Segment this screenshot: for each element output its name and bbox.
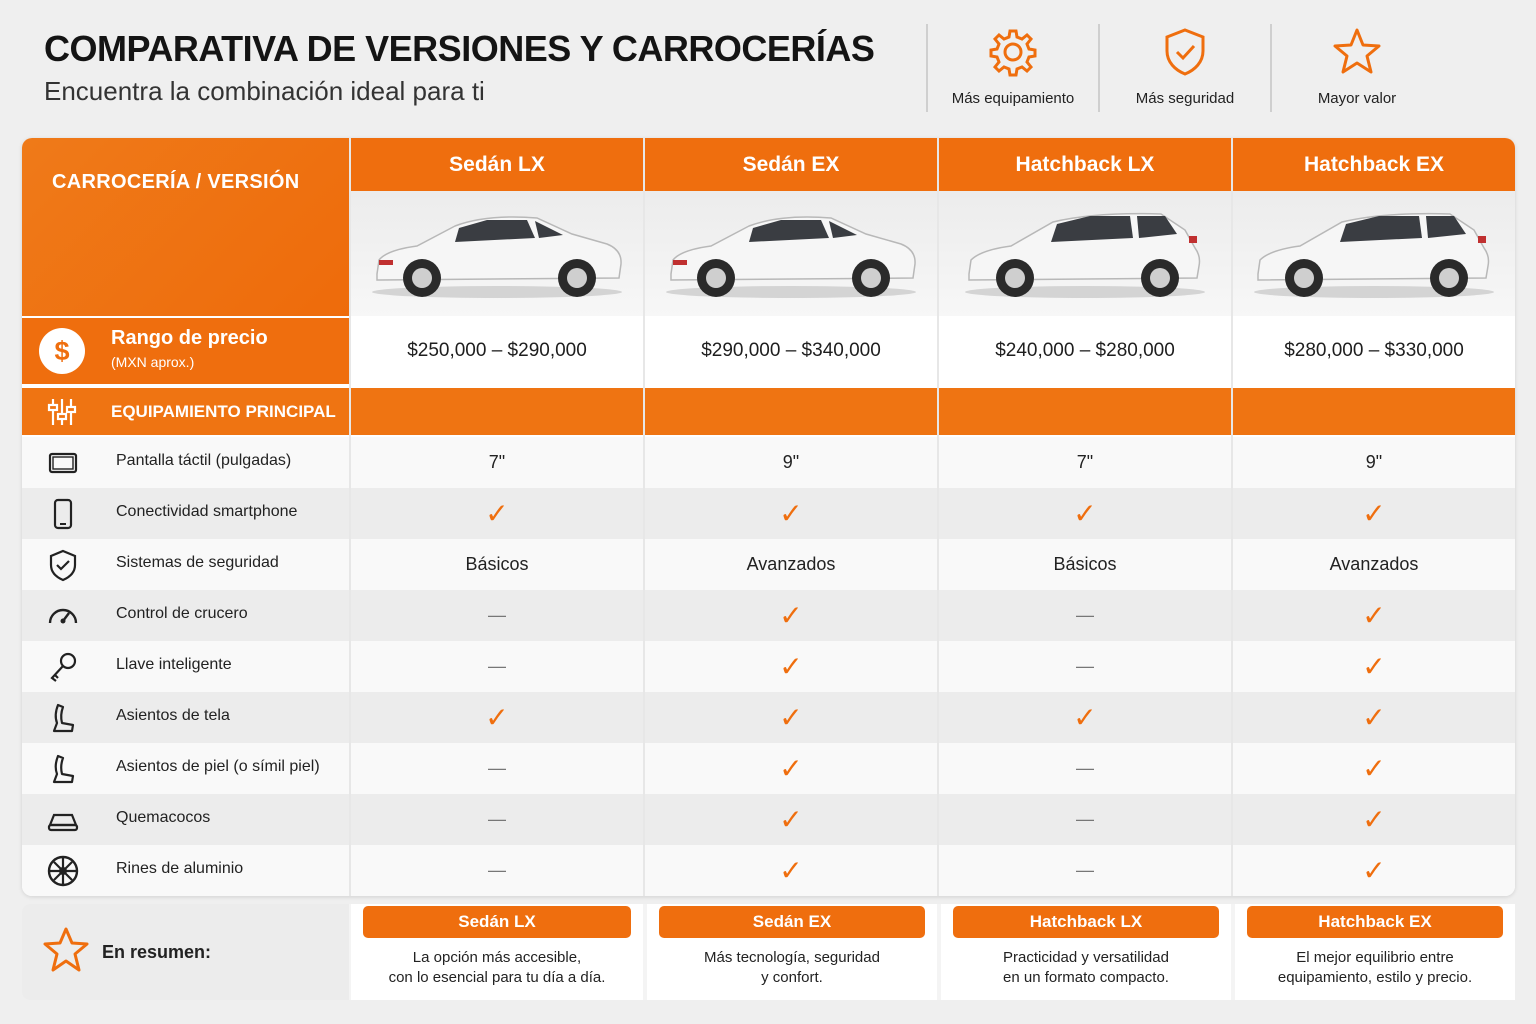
shield-check-icon: [1159, 26, 1211, 78]
summary-desc-line: en un formato compacto.: [1003, 969, 1169, 986]
feature-cell: [645, 539, 937, 590]
badge-value-label: Mayor valor: [1317, 90, 1397, 107]
feature-value: 9": [1365, 452, 1383, 472]
car-image-sedan: [351, 191, 643, 316]
feature-label-cell: [22, 641, 349, 692]
check-icon: ✓: [1362, 803, 1386, 835]
corner-label: CARROCERÍA / VERSIÓN: [52, 171, 300, 193]
feature-cell: [351, 794, 643, 845]
feature-cell: [939, 641, 1231, 692]
column-sedan-ex: [645, 138, 937, 316]
feature-cell: [939, 539, 1231, 590]
summary-label-cell: [22, 904, 349, 1000]
feature-row: [22, 590, 1515, 641]
summary-pill: Sedán LX: [363, 906, 631, 938]
gear-icon: [987, 26, 1039, 78]
feature-cell: [939, 845, 1231, 896]
column-sedan-lx: [351, 138, 643, 316]
column-divider: [643, 138, 645, 896]
price-cell: $240,000 – $280,000: [939, 318, 1231, 384]
speedometer-icon: [46, 599, 80, 633]
feature-value: Avanzados: [1329, 554, 1419, 574]
feature-value: 9": [782, 452, 800, 472]
summary-desc: [361, 948, 633, 988]
price-cell: $250,000 – $290,000: [351, 318, 643, 384]
car-image-sedan: [645, 191, 937, 316]
feature-label-cell: [22, 743, 349, 794]
check-icon: ✓: [1362, 497, 1386, 529]
column-header: Sedán EX: [645, 138, 937, 191]
feature-label: Pantalla táctil (pulgadas): [116, 452, 292, 469]
section-header: [22, 388, 1515, 435]
check-icon: ✓: [779, 701, 803, 733]
feature-cell: [939, 692, 1231, 743]
not-included-dash: —: [1076, 809, 1094, 829]
check-icon: ✓: [1073, 497, 1097, 529]
feature-cell: [645, 692, 937, 743]
price-cell: $280,000 – $330,000: [1233, 318, 1515, 384]
feature-cell: [1233, 692, 1515, 743]
not-included-dash: —: [488, 860, 506, 880]
seat-icon: [46, 752, 80, 786]
feature-cell: [1233, 539, 1515, 590]
hatchback-car-icon: [1244, 204, 1504, 304]
check-icon: ✓: [779, 752, 803, 784]
feature-cell: [351, 641, 643, 692]
feature-cell: [1233, 794, 1515, 845]
feature-value: Básicos: [465, 554, 529, 574]
summary-desc-line: con lo esencial para tu día a día.: [388, 969, 606, 986]
badge-value: [1270, 24, 1442, 112]
summary-label: En resumen:: [102, 942, 212, 962]
sunroof-icon: [46, 803, 80, 837]
feature-label: Conectividad smartphone: [116, 503, 298, 520]
car-image-hatchback: [939, 191, 1231, 316]
feature-label: Asientos de tela: [116, 707, 230, 724]
feature-row: [22, 794, 1515, 845]
summary-desc: [951, 948, 1221, 988]
hatchback-car-icon: [955, 204, 1215, 304]
feature-cell: [645, 845, 937, 896]
check-icon: ✓: [485, 701, 509, 733]
feature-label-cell: [22, 539, 349, 590]
summary-pill: Hatchback LX: [953, 906, 1219, 938]
feature-cell: [645, 488, 937, 539]
screen-icon: [46, 446, 80, 480]
sedan-car-icon: [661, 204, 921, 304]
summary-desc-line: La opción más accesible,: [412, 949, 582, 966]
feature-label: Sistemas de seguridad: [116, 554, 279, 571]
feature-cell: [1233, 743, 1515, 794]
summary-desc-line: Practicidad y versatilidad: [1003, 949, 1169, 966]
check-icon: ✓: [1362, 599, 1386, 631]
wheel-icon: [46, 854, 80, 888]
not-included-dash: —: [1076, 605, 1094, 625]
feature-value: 7": [1076, 452, 1094, 472]
summary-card: [941, 904, 1231, 1000]
feature-cell: [351, 845, 643, 896]
check-icon: ✓: [779, 599, 803, 631]
dollar-icon: $: [39, 328, 85, 374]
summary-desc-line: y confort.: [761, 969, 823, 986]
badge-equipment: [926, 24, 1098, 112]
column-header: Hatchback EX: [1233, 138, 1515, 191]
badge-safety-label: Más seguridad: [1135, 90, 1235, 107]
summary-pill: Sedán EX: [659, 906, 925, 938]
column-hatchback-ex: [1233, 138, 1515, 316]
check-icon: ✓: [779, 497, 803, 529]
column-divider: [349, 138, 351, 896]
check-icon: ✓: [1073, 701, 1097, 733]
check-icon: ✓: [779, 650, 803, 682]
shield-check-icon: [46, 548, 80, 582]
check-icon: ✓: [485, 497, 509, 529]
summary-desc: [657, 948, 927, 988]
summary-desc-line: Más tecnología, seguridad: [704, 949, 880, 966]
summary-desc-line: El mejor equilibrio entre: [1296, 949, 1454, 966]
feature-cell: [351, 437, 643, 488]
feature-row: [22, 641, 1515, 692]
feature-cell: [351, 590, 643, 641]
car-image-hatchback: [1233, 191, 1515, 316]
feature-cell: [939, 794, 1231, 845]
summary-desc-line: equipamiento, estilo y precio.: [1277, 969, 1473, 986]
not-included-dash: —: [488, 656, 506, 676]
feature-cell: [1233, 641, 1515, 692]
corner-header: [22, 138, 349, 316]
check-icon: ✓: [779, 803, 803, 835]
feature-row: [22, 437, 1515, 488]
feature-row: [22, 743, 1515, 794]
summary-card: [351, 904, 643, 1000]
column-divider: [937, 138, 939, 896]
feature-label-cell: [22, 794, 349, 845]
sedan-car-icon: [367, 204, 627, 304]
summary-desc: [1245, 948, 1505, 988]
badge-safety: [1098, 24, 1270, 112]
feature-cell: [351, 692, 643, 743]
feature-row: [22, 488, 1515, 539]
feature-cell: [1233, 845, 1515, 896]
not-included-dash: —: [1076, 758, 1094, 778]
summary-pill: Hatchback EX: [1247, 906, 1503, 938]
feature-cell: [351, 539, 643, 590]
feature-cell: [645, 794, 937, 845]
not-included-dash: —: [1076, 860, 1094, 880]
feature-label-cell: [22, 845, 349, 896]
feature-cell: [939, 590, 1231, 641]
column-hatchback-lx: [939, 138, 1231, 316]
seat-icon: [46, 701, 80, 735]
feature-label: Llave inteligente: [116, 656, 232, 673]
feature-cell: [939, 743, 1231, 794]
price-cell: $290,000 – $340,000: [645, 318, 937, 384]
benefit-badges: [926, 24, 1442, 112]
summary-card: [1235, 904, 1515, 1000]
star-icon: [42, 926, 90, 974]
feature-label: Quemacocos: [116, 809, 211, 826]
feature-cell: [645, 641, 937, 692]
feature-label: Rines de aluminio: [116, 860, 244, 877]
feature-row: [22, 692, 1515, 743]
page-subtitle: Encuentra la combinación ideal para ti: [44, 76, 485, 106]
feature-row: [22, 539, 1515, 590]
smartphone-icon: [46, 497, 80, 531]
sliders-icon: [46, 397, 78, 427]
price-note: (MXN aprox.): [111, 354, 195, 370]
summary-row: [22, 904, 1515, 1000]
price-label: Rango de precio: [111, 327, 268, 349]
check-icon: ✓: [1362, 752, 1386, 784]
feature-cell: [645, 437, 937, 488]
column-header: Hatchback LX: [939, 138, 1231, 191]
feature-value: Avanzados: [746, 554, 836, 574]
feature-label-cell: [22, 692, 349, 743]
not-included-dash: —: [1076, 656, 1094, 676]
check-icon: ✓: [1362, 701, 1386, 733]
feature-cell: [645, 590, 937, 641]
summary-card: [647, 904, 937, 1000]
column-divider: [1231, 138, 1233, 896]
badge-equipment-label: Más equipamiento: [951, 90, 1075, 107]
feature-label-cell: [22, 488, 349, 539]
feature-cell: [351, 488, 643, 539]
feature-label: Control de crucero: [116, 605, 248, 622]
feature-cell: [939, 437, 1231, 488]
feature-cell: [1233, 437, 1515, 488]
check-icon: ✓: [1362, 650, 1386, 682]
check-icon: ✓: [779, 854, 803, 886]
feature-cell: [1233, 488, 1515, 539]
key-icon: [46, 650, 80, 684]
feature-label: Asientos de piel (o símil piel): [116, 758, 320, 775]
not-included-dash: —: [488, 758, 506, 778]
feature-cell: [351, 743, 643, 794]
feature-cell: [939, 488, 1231, 539]
feature-cell: [1233, 590, 1515, 641]
feature-value: 7": [488, 452, 506, 472]
feature-label-cell: [22, 590, 349, 641]
star-icon: [1331, 26, 1383, 78]
comparison-table: [22, 138, 1515, 896]
feature-row: [22, 845, 1515, 896]
not-included-dash: —: [488, 809, 506, 829]
price-row-label: [22, 318, 349, 384]
column-header: Sedán LX: [351, 138, 643, 191]
feature-label-cell: [22, 437, 349, 488]
feature-value: Básicos: [1053, 554, 1117, 574]
page-title: COMPARATIVA DE VERSIONES Y CARROCERÍAS: [44, 28, 875, 69]
check-icon: ✓: [1362, 854, 1386, 886]
not-included-dash: —: [488, 605, 506, 625]
section-label: EQUIPAMIENTO PRINCIPAL: [111, 402, 336, 421]
feature-cell: [645, 743, 937, 794]
